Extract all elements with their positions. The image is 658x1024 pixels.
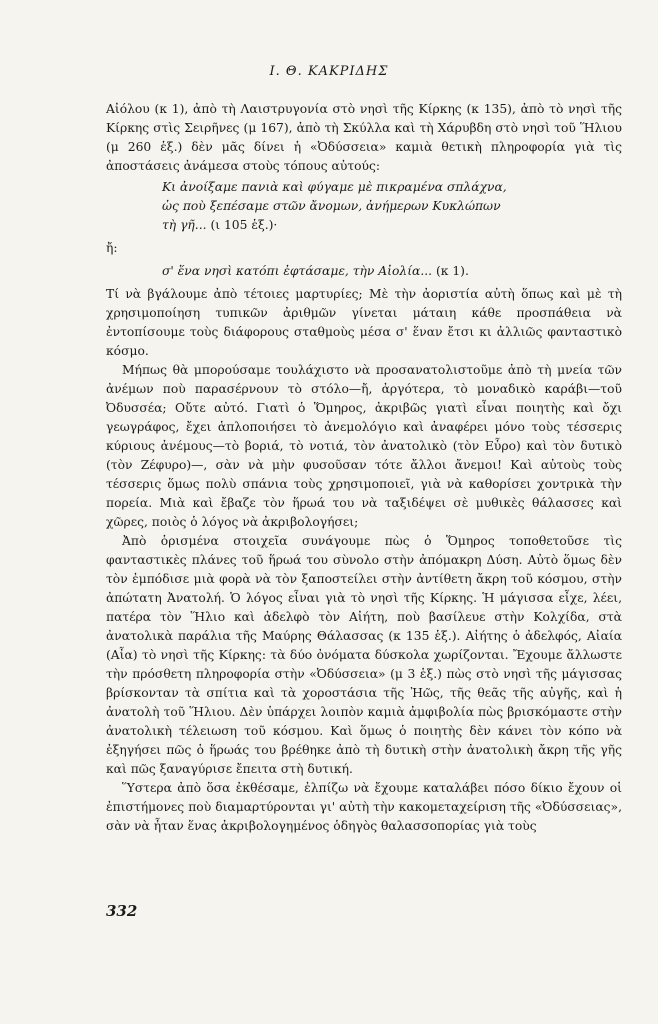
paragraph-2: Τί νὰ βγάλουμε ἀπὸ τέτοιες μαρτυρίες; Μὲ τὴν ἀοριστία αὐτὴ ὅπως καὶ μὲ τὴ χρησιμοποίηση τυπικῶν ἀριθμῶν γίνεται μάταιη κάθε προσπάθεια νὰ ἐντοπίσουμε τοὺς διάφορους σταθμοὺς μέσα σ' ἕναν ἔτσι κι ἀλλιῶς φανταστικὸ κόσμο.	[106, 287, 622, 358]
conjunction-eta: ἤ:	[106, 241, 118, 255]
paragraph-1: Αἰόλου (κ 1), ἀπὸ τὴ Λαιστρυγονία στὸ νησὶ τῆς Κίρκης (κ 135), ἀπὸ τὸ νησὶ τῆς Κίρκης στὶς Σειρῆνες (μ 167), ἀπὸ τὴ Σκύλλα καὶ τὴ Χάρυβδη στὸ νησὶ τοῦ Ἥλιου (μ 260 ἑξ.) δὲν μᾶς δίνει ἡ «Ὀδύσσεια» καμιὰ θετικὴ πληροφορία γιὰ τὶς ἀποστάσεις ἀνάμεσα στοὺς τόπους αὐτούς:	[106, 102, 622, 173]
verse-line-1: Κι ἀνοίξαμε πανιὰ καὶ φύγαμε μὲ πικραμένα σπλάχνα,	[162, 180, 507, 194]
verse-quote-2	[162, 262, 622, 281]
verse-line-2: ὡς ποὺ ξεπέσαμε στῶν ἄνομων, ἀνήμερων Κυκλώπων	[162, 199, 501, 213]
verse-line-3	[162, 216, 622, 235]
running-header: Ι. Θ. ΚΑΚΡΙΔΗΣ	[269, 64, 389, 79]
page-number: 332	[106, 902, 138, 920]
body-text	[106, 100, 622, 836]
paragraph-5: Ὕστερα ἀπὸ ὅσα ἐκθέσαμε, ἐλπίζω νὰ ἔχουμε καταλάβει πόσο δίκιο ἔχουν οἱ ἐπιστήμονες ποὺ διαμαρτύρονται γι' αὐτὴ τὴν κακομεταχείριση τῆς «Ὀδύσσειας», σὰν νὰ ἦταν ἕνας ἀκριβολογημένος ὁδηγὸς θαλασσοπορίας γιὰ τοὺς	[106, 781, 622, 833]
paragraph-3: Μήπως θὰ μπορούσαμε τουλάχιστο νὰ προσανατολιστοῦμε ἀπὸ τὴ μνεία τῶν ἀνέμων ποὺ παρασέρνουν τὸ στόλο—ἤ, ἀργότερα, τὸ μοναδικὸ καράβι—τοῦ Ὀδυσσέα; Οὔτε αὐτό. Γιατὶ ὁ Ὅμηρος, ἀκριβῶς γιατὶ εἶναι ποιητὴς καὶ ὄχι γεωγράφος, ἔχει ἁπλοποιήσει τὸ ἀνεμολόγιο καὶ ἀναφέρει μόνο τοὺς τέσσερις κύριους ἀνέμους—τὸ βοριά, τὸ νοτιά, τὸν ἀνατολικὸ (τὸν Εὖρο) καὶ τὸν δυτικὸ (τὸν Ζέφυρο)—, σὰν νὰ μὴν φυσοῦσαν τότε ἄλλοι ἄνεμοι! Καὶ αὐτοὺς τοὺς τέσσερις ὅμως πολὺ σπάνια τοὺς χρησιμοποιεῖ, γιὰ νὰ καθορίσει χοντρικὰ τὴν πορεία. Μιὰ καὶ ἔβαζε τὸν ἥρωά του νὰ ταξιδέψει σὲ μυθικὲς θάλασσες καὶ χῶρες, ποιὸς ὁ λόγος νὰ ἀκριβολογήσει;	[106, 363, 622, 529]
paragraph-4: Ἀπὸ ὁρισμένα στοιχεῖα συνάγουμε πὼς ὁ Ὅμηρος τοποθετοῦσε τὶς φανταστικὲς πλάνες τοῦ ἥρωά του σὺνολο στὴν ἀπόμακρη Δύση. Αὐτὸ ὅμως δὲν τὸν ἐμπόδισε μιὰ φορὰ νὰ τὸν ξαποστείλει στὴν ἀντίθετη ἄκρη τοῦ κόσμου, στὴν ἀπώτατη Ἀνατολή. Ὁ λόγος εἶναι γιὰ τὸ νησὶ τῆς Κίρκης. Ἡ μάγισσα εἶχε, λέει, πατέρα τὸν Ἥλιο καὶ ἀδελφὸ τὸν Αἰήτη, ποὺ βασίλευε στὴν Κολχίδα, στὰ ἀνατολικὰ παράλια τῆς Μαύρης Θάλασσας (κ 135 ἑξ.). Αἰήτης ὁ ἀδελφός, Αἰαία (Αἶα) τὸ νησὶ τῆς Κίρκης: τὰ δύο ὀνόματα δύσκολα χωρίζονται. Ἔχουμε ἄλλωστε τὴν πρόσθετη πληροφορία στὴν «Ὀδύσσεια» (μ 3 ἑξ.) πὼς στὸ νησὶ τῆς μάγισσας βρίσκονταν τὰ σπίτια καὶ τὰ χοροστάσια τῆς Ἠῶς, τῆς θεᾶς τῆς αὐγῆς, καὶ ἡ ἀνατολὴ τοῦ Ἥλιου. Δὲν ὑπάρχει λοιπὸν καμιὰ ἀμφιβολία πὼς βρισκόμαστε στὴν ἀνατολικὴ τέλειωση τοῦ κόσμου. Καὶ ὅμως ὁ ποιητὴς δὲν κάνει τὸν κόπο νὰ ἐξηγήσει πῶς ὁ ἥρωάς του βρέθηκε ἀπὸ τὴ δυτικὴ στὴν ἀνατολικὴ ἄκρη τῆς γῆς καὶ πῶς ξαναγύρισε ἔπειτα στὴ δυτική.	[106, 534, 622, 776]
verse-2-text: σ' ἕνα νησὶ κατόπι ἐφτάσαμε, τὴν Αἰολία...	[162, 264, 436, 278]
verse-2-reference: (κ 1).	[435, 264, 469, 278]
verse-quote-1	[162, 178, 622, 235]
verse-1-reference: (ι 105 ἑξ.)·	[210, 218, 278, 232]
verse-line-3-text: τὴ γῆ...	[162, 218, 211, 232]
